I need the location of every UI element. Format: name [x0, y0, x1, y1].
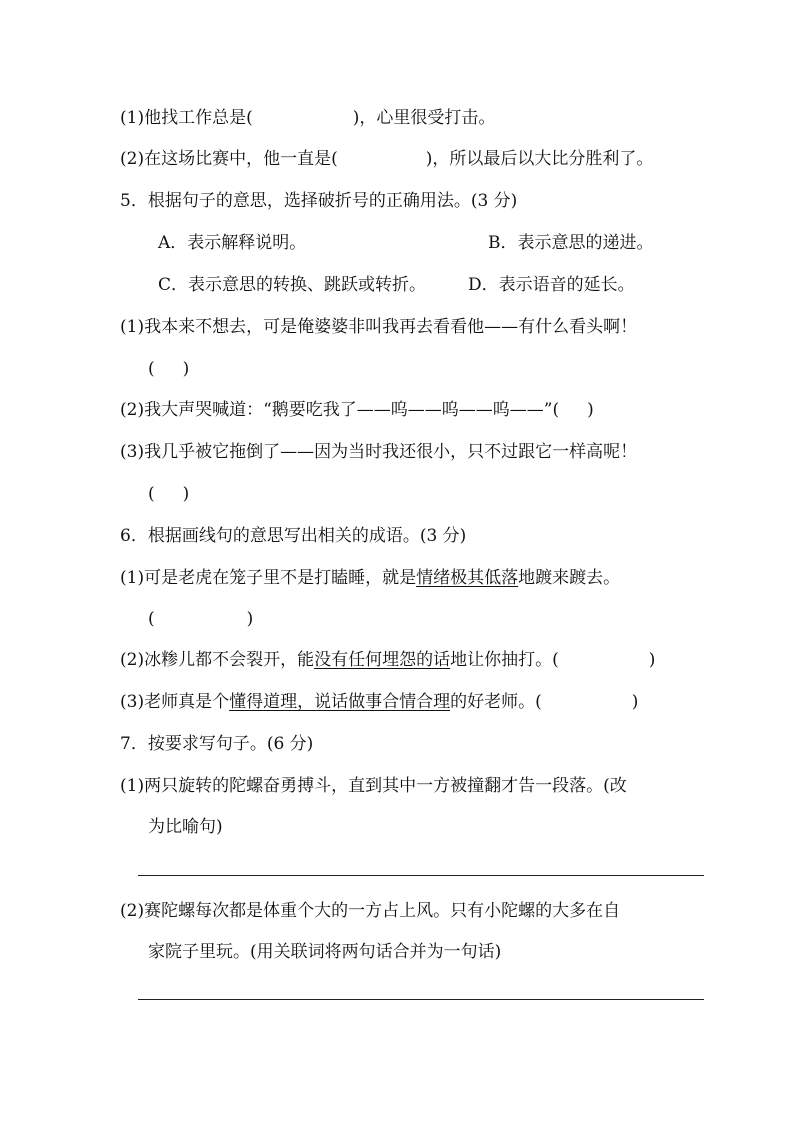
q6-item-2-num: (2)	[120, 650, 145, 670]
q4-item-1-num: (1)	[120, 108, 145, 128]
q5-item-1-close: )	[182, 359, 190, 379]
q7-item-2-line2: 家院子里玩。(用关联词将两句话合并为一句话)	[148, 942, 502, 962]
q5-option-d: D．表示语音的延长。	[468, 275, 635, 295]
q7-item-1	[120, 774, 627, 798]
q5-item-1-text: 我本来不想去，可是俺婆婆非叫我再去看看他——有什么看头啊！	[144, 317, 638, 337]
q7-item-2	[120, 899, 620, 923]
q5-item-3-close: )	[182, 484, 190, 504]
q5-item-3-text: 我几乎被它拖倒了——因为当时我还很小，只不过跟它一样高呢！	[144, 442, 638, 462]
q7-item-2-num: (2)	[120, 901, 145, 921]
q5-item-2-text: 我大声哭喊道：“鹅要吃我了——呜——呜——呜——”(	[144, 400, 560, 420]
q5-item-2-num: (2)	[120, 400, 145, 420]
q5-item-3	[120, 440, 637, 464]
q5-option-c: C．表示意思的转换、跳跃或转折。	[158, 275, 427, 295]
q6-item-2	[120, 648, 655, 672]
q6-item-1-before: 可是老虎在笼子里不是打瞌睡，就是	[144, 568, 417, 588]
q6-item-2-close: )	[648, 650, 656, 670]
q6-item-3-close: )	[631, 692, 639, 712]
q5-item-3-open: (	[148, 484, 155, 504]
q6-item-1	[120, 566, 620, 590]
q7-title: 7．按要求写句子。(6 分)	[120, 734, 314, 754]
q5-item-1	[120, 315, 637, 339]
q7-item-1-answer-line[interactable]	[138, 875, 704, 876]
q6-item-1-underlined: 情绪极其低落	[416, 568, 519, 588]
q6-title: 6．根据画线句的意思写出相关的成语。(3 分)	[120, 526, 467, 546]
q6-item-1-num: (1)	[120, 568, 145, 588]
q6-item-2-underlined: 没有任何埋怨的话	[314, 650, 451, 670]
q7-item-1-line1: 两只旋转的陀螺奋勇搏斗，直到其中一方被撞翻才告一段落。(改	[144, 776, 627, 796]
q6-item-3-after: 的好老师。(	[450, 692, 542, 712]
q5-item-3-answer[interactable]	[148, 482, 189, 506]
q4-item-1-after: )，心里很受打击。	[352, 108, 496, 128]
q6-item-2-after: 地让你抽打。(	[450, 650, 559, 670]
q7-item-1-num: (1)	[120, 776, 145, 796]
q4-item-2-num: (2)	[120, 149, 145, 169]
q6-item-3-before: 老师真是个	[144, 692, 230, 712]
q6-item-3-num: (3)	[120, 692, 145, 712]
q5-title: 5．根据句子的意思，选择破折号的正确用法。(3 分)	[120, 191, 518, 211]
q6-item-1-open: (	[148, 609, 155, 629]
q6-item-3-underlined: 懂得道理，说话做事合情合理	[229, 692, 451, 712]
q5-item-1-num: (1)	[120, 317, 145, 337]
q7-item-2-answer-line[interactable]	[138, 999, 704, 1000]
q4-item-2	[120, 147, 653, 171]
q5-item-2-close: )	[587, 400, 594, 420]
q7-item-2-line1: 赛陀螺每次都是体重个大的一方占上风。只有小陀螺的大多在自	[144, 901, 621, 921]
q4-item-2-after: )，所以最后以大比分胜利了。	[425, 149, 654, 169]
q6-item-1-close: )	[246, 609, 254, 629]
q5-option-a: A．表示解释说明。	[158, 233, 307, 253]
q7-item-1-line2: 为比喻句)	[148, 817, 223, 837]
q5-option-b: B．表示意思的递进。	[488, 233, 654, 253]
q4-item-2-before: 在这场比赛中，他一直是(	[144, 149, 338, 169]
q6-item-1-answer[interactable]	[148, 607, 253, 631]
q5-item-1-open: (	[148, 359, 155, 379]
q5-item-1-answer[interactable]	[148, 357, 189, 381]
q5-item-2	[120, 398, 594, 422]
q6-item-3	[120, 690, 638, 714]
q6-item-2-before: 冰糁儿都不会裂开，能	[144, 650, 315, 670]
q4-item-1	[120, 106, 495, 130]
q5-item-3-num: (3)	[120, 442, 145, 462]
q4-item-1-before: 他找工作总是(	[144, 108, 253, 128]
q6-item-1-after: 地踱来踱去。	[518, 568, 621, 588]
